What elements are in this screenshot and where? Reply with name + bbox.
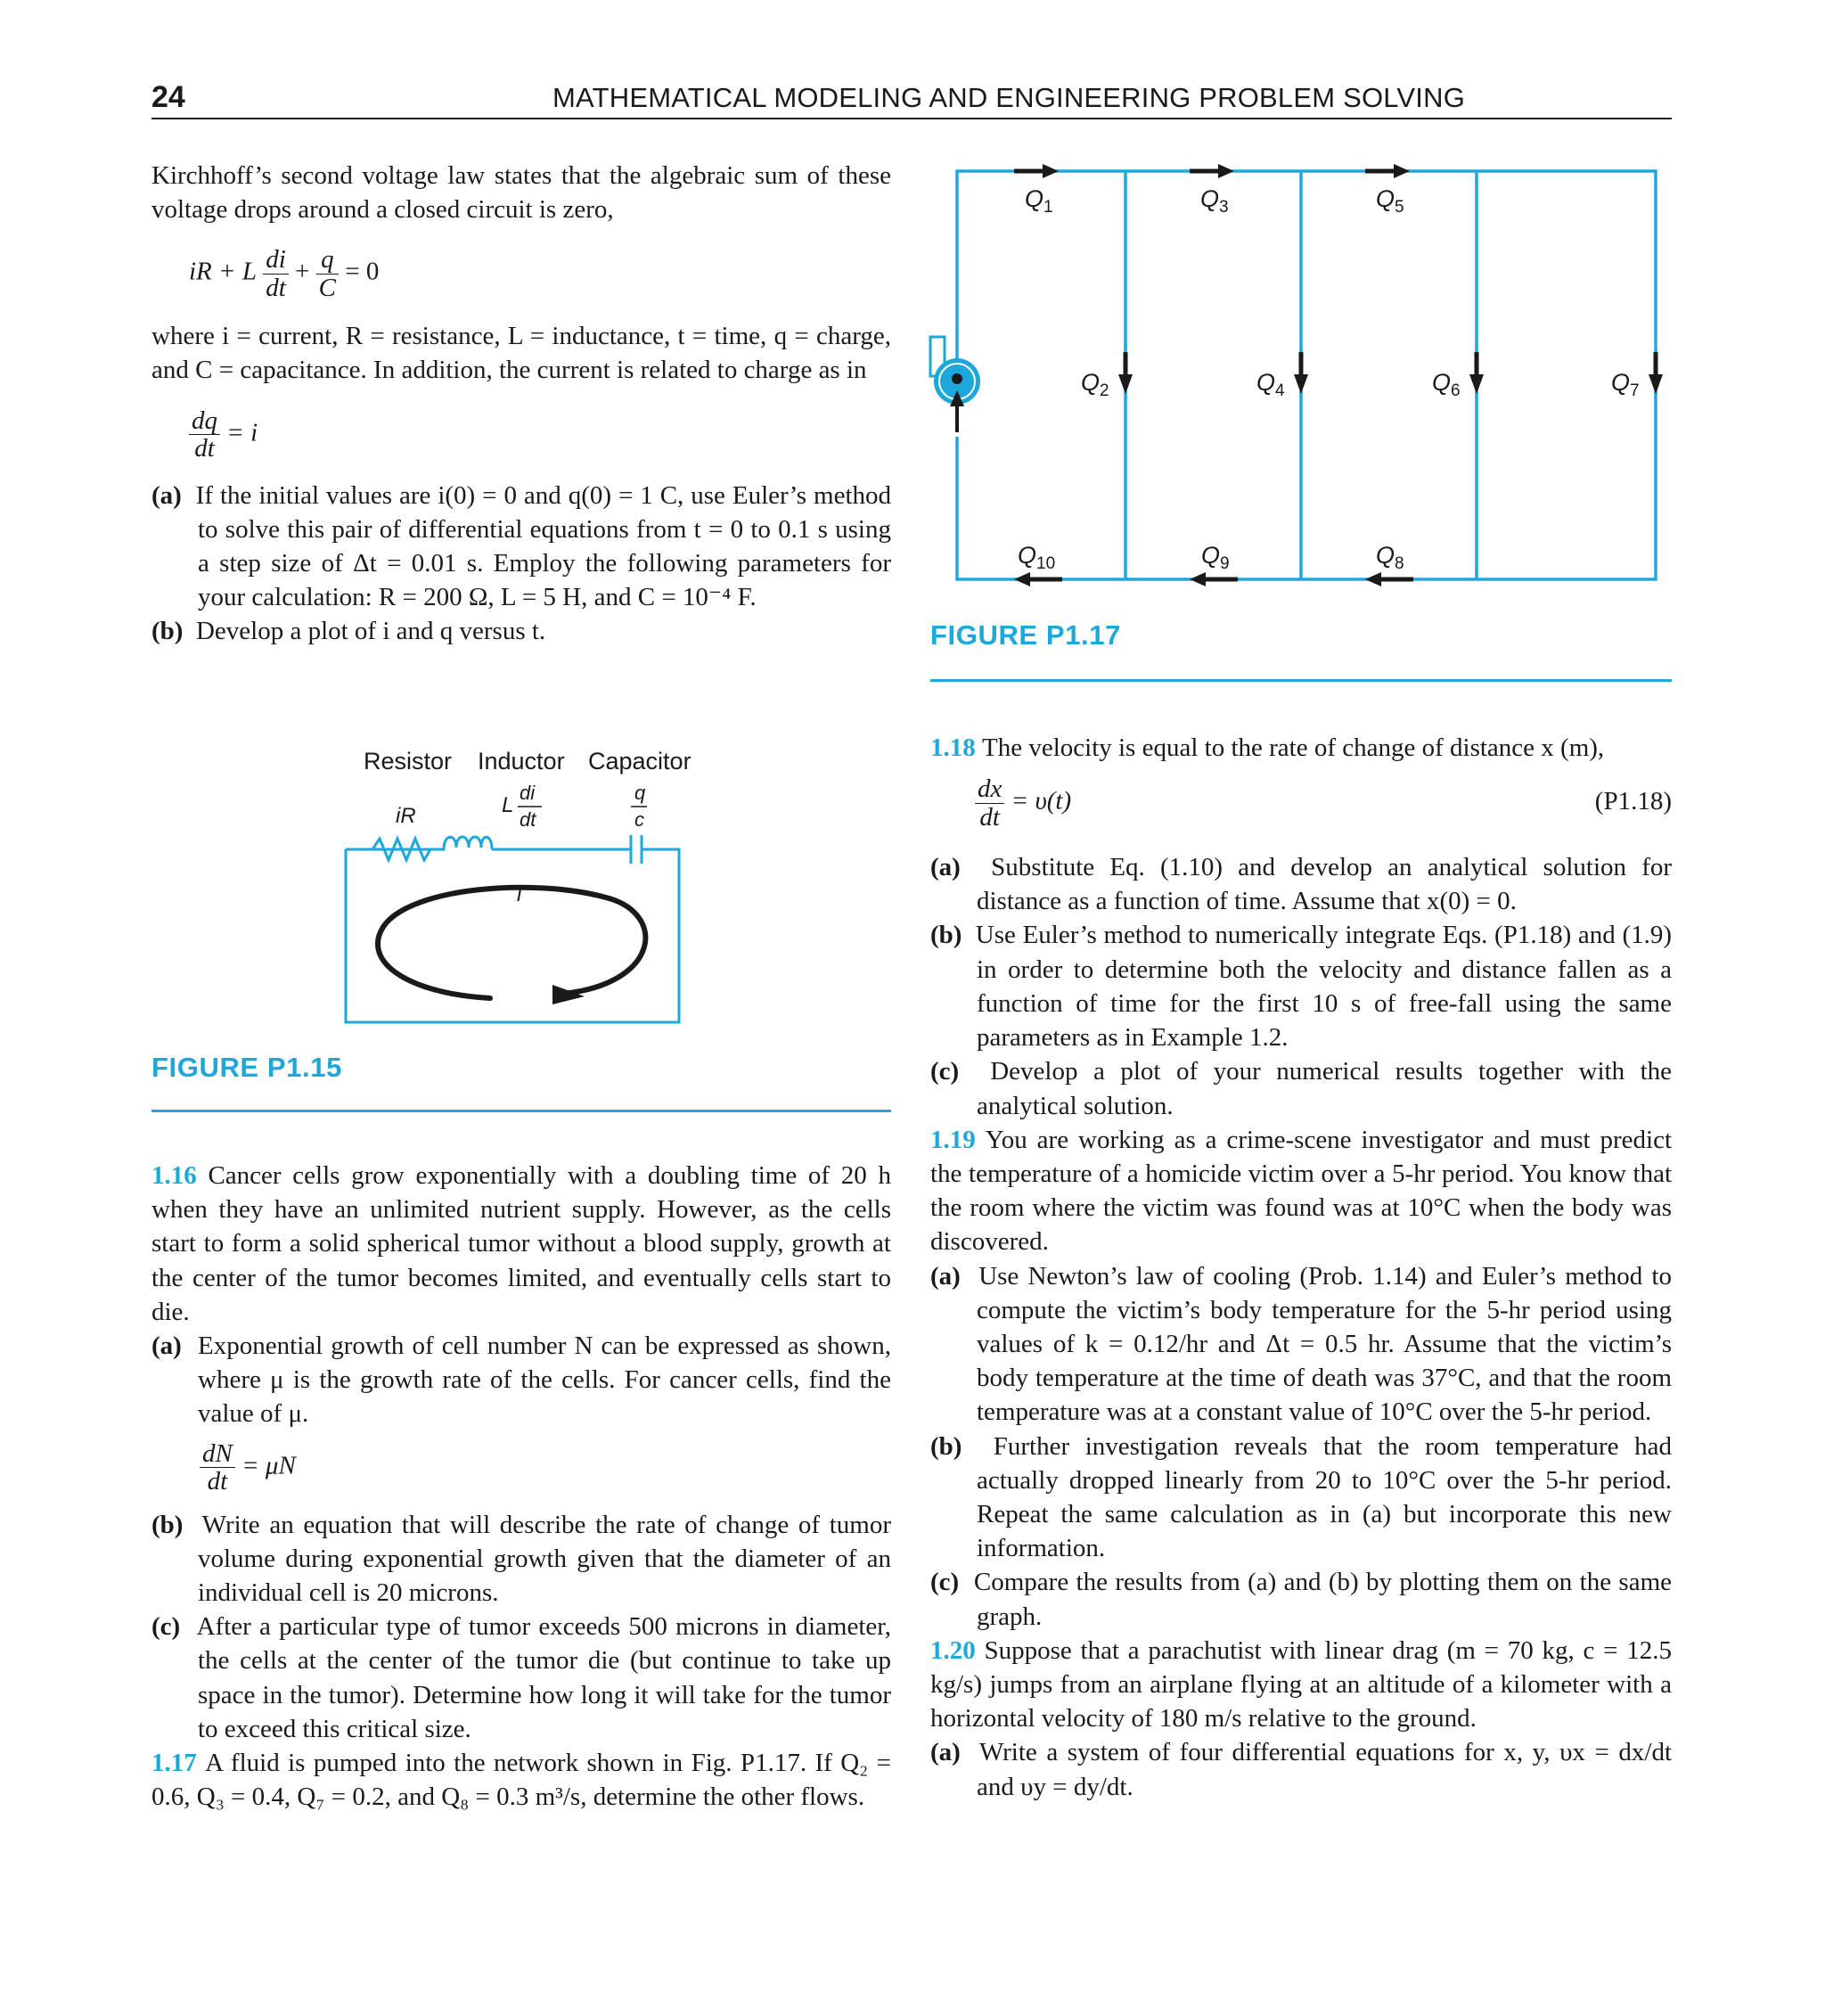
sym-iR: iR bbox=[396, 804, 416, 828]
p118-c: (c) Develop a plot of your numerical results together with the analytical solution. bbox=[930, 1057, 1673, 1120]
equation-number-p118: (P1.18) bbox=[1594, 787, 1672, 816]
label-inductor: Inductor bbox=[478, 748, 565, 774]
problem-119: 1.19 You are working as a crime-scene investigator and must predict the temperature of a homicide victim over a 5-hr period. You know that the room where the victim was found was at 10°C when the body was discovered. bbox=[930, 1125, 1672, 1257]
problem-116: 1.16 Cancer cells grow exponentially with a doubling time of 20 h when they have an unlimited nutrient supply. However, as the cells start to form a solid spherical tumor without a blood supply, growth at the center of the tumor becomes limited, and eventually cells start to die. bbox=[151, 1161, 892, 1326]
left-column-top bbox=[151, 159, 891, 649]
figure-p115-rule bbox=[151, 1110, 891, 1112]
pump bbox=[930, 337, 980, 432]
flow-label-Q5: $Q_5$ bbox=[1376, 185, 1404, 217]
kvl-frac-qc: $\frac{q}{C}$ bbox=[316, 246, 339, 301]
flow-label-Q7: $Q_7$ bbox=[1611, 369, 1640, 400]
p118-b: (b) Use Euler’s method to numerically integrate Eqs. (P1.18) and (1.9) in order to determine both the velocity and distance fallen as a function of time for the first 10 s of free-fall using the same parameters as in Example 1.2. bbox=[930, 921, 1673, 1053]
p118-a: (a) Substitute Eq. (1.10) and develop an analytical solution for distance as a function of time. Assume that x(0) = 0. bbox=[930, 853, 1673, 916]
sym-i: i bbox=[517, 882, 522, 906]
circuit-loop bbox=[346, 849, 679, 1022]
figure-p117 bbox=[918, 160, 1693, 606]
p119-b: (b) Further investigation reveals that the room temperature had actually dropped linearly from 20 to 10°C over the 5-hr period. Repeat the same calculation as in (a) but incorporate this new information. bbox=[930, 1431, 1672, 1563]
intro-paragraph: Kirchhoff’s second voltage law states that the algebraic sum of these voltage drops around a closed circuit is zero, bbox=[151, 161, 891, 225]
sym-di: di bbox=[520, 782, 536, 804]
p116-c: (c) After a particular type of tumor exceeds 500 microns in diameter, the cells at the center of the tumor die (but continue to take up space in the tumor). Determine how long it will take for the tumor to exceed this critical size. bbox=[151, 1612, 891, 1743]
dxdt-equation: $\frac{dx}{dt}$ = υ(t) (P1.18) bbox=[930, 775, 1672, 831]
flow-arrows bbox=[1014, 164, 1663, 586]
current-arrow-loop bbox=[378, 888, 645, 998]
label-resistor: Resistor bbox=[364, 748, 453, 774]
label-capacitor: Capacitor bbox=[588, 748, 692, 774]
kvl-frac-didt: $\frac{di}{dt}$ bbox=[263, 246, 289, 301]
sym-q: q bbox=[634, 782, 646, 804]
p115-a: (a) If the initial values are i(0) = 0 and q(0) = 1 C, use Euler’s method to solve this pair of differential equations from t = 0 to 0.1 s using a step size of Δt = 0.01 s. Employ the following parameters for your calculation: R = 200 Ω, L = 5 H, and C = 10⁻⁴ F. bbox=[151, 480, 892, 612]
kvl-pre: iR + L bbox=[189, 258, 257, 286]
flow-label-Q4: $Q_4$ bbox=[1256, 369, 1285, 400]
running-header: MATHEMATICAL MODELING AND ENGINEERING PROBLEM SOLVING bbox=[552, 82, 1466, 113]
dNdt-equation: $\frac{dN}{dt}$ = μN bbox=[151, 1440, 891, 1496]
sym-L: L bbox=[502, 793, 514, 817]
figure-p115 bbox=[339, 744, 713, 1029]
flow-label-Q2: $Q_2$ bbox=[1081, 369, 1109, 400]
figure-p117-rule bbox=[930, 679, 1672, 682]
p116-a: (a) Exponential growth of cell number N can be expressed as shown, where μ is the growth rate of the cells. For cancer cells, find the value of μ. bbox=[151, 1332, 891, 1429]
problem-118: 1.18 The velocity is equal to the rate of change of distance x (m), bbox=[930, 733, 1605, 762]
current-arrowhead bbox=[552, 985, 585, 1004]
sym-c: c bbox=[634, 808, 644, 831]
figure-p117-caption: FIGURE P1.17 bbox=[930, 619, 1121, 651]
flow-label-Q8: $Q_8$ bbox=[1376, 542, 1404, 573]
flow-label-Q3: $Q_3$ bbox=[1200, 185, 1229, 217]
page-number: 24 bbox=[151, 80, 185, 114]
problem-120: 1.20 Suppose that a parachutist with linear drag (m = 70 kg, c = 12.5 kg/s) jumps from an airplane flying at an altitude of a kilometer with a horizontal velocity of 180 m/s relative to the ground. bbox=[930, 1635, 1672, 1733]
flow-label-Q9: $Q_9$ bbox=[1201, 542, 1230, 573]
figure-p115-caption: FIGURE P1.15 bbox=[151, 1052, 342, 1083]
sym-dt: dt bbox=[520, 808, 536, 831]
p120-a: (a) Write a system of four differential equations for x, y, υx = dx/dt and υy = dy/dt. bbox=[930, 1738, 1673, 1801]
problem-117: 1.17 A fluid is pumped into the network shown in Fig. P1.17. If Q₂ = 0.6, Q₃ = 0.4, Q₇ = 0.2, and Q₈ = 0.3 m³/s, determine the other flows. bbox=[151, 1748, 892, 1812]
right-column bbox=[930, 731, 1672, 1804]
p119-c: (c) Compare the results from (a) and (b) by plotting them on the same graph. bbox=[930, 1568, 1672, 1631]
kvl-equation: iR + L $\frac{di}{dt}$ + $\frac{q}{C}$ = 0 bbox=[189, 245, 380, 302]
flow-label-Q6: $Q_6$ bbox=[1432, 369, 1461, 400]
dqdt-equation: $\frac{dq}{dt}$ = i bbox=[151, 407, 891, 463]
p119-a: (a) Use Newton’s law of cooling (Prob. 1.14) and Euler’s method to compute the victim’s body temperature for the 5-hr period using values of k = 0.12/hr and Δt = 0.5 hr. Assume that the victim’s body temperature at the time of death was 37°C, and that the room temperature was at a constant value of 10°C over the 5-hr period. bbox=[930, 1261, 1672, 1427]
header-rule bbox=[151, 118, 1672, 119]
p115-b: (b) Develop a plot of i and q versus t. bbox=[151, 617, 546, 646]
where-paragraph: where i = current, R = resistance, L = inductance, t = time, q = charge, and C = capacitance. In addition, the current is related to charge as in bbox=[151, 322, 891, 385]
flow-label-Q10: $Q_{10}$ bbox=[1018, 542, 1056, 573]
left-column-bottom bbox=[151, 1159, 891, 1814]
flow-label-Q1: $Q_1$ bbox=[1025, 185, 1053, 217]
p116-b: (b) Write an equation that will describe the rate of change of tumor volume during exponential growth given that the diameter of an individual cell is 20 microns. bbox=[151, 1510, 892, 1607]
inductor-symbol bbox=[430, 837, 492, 849]
